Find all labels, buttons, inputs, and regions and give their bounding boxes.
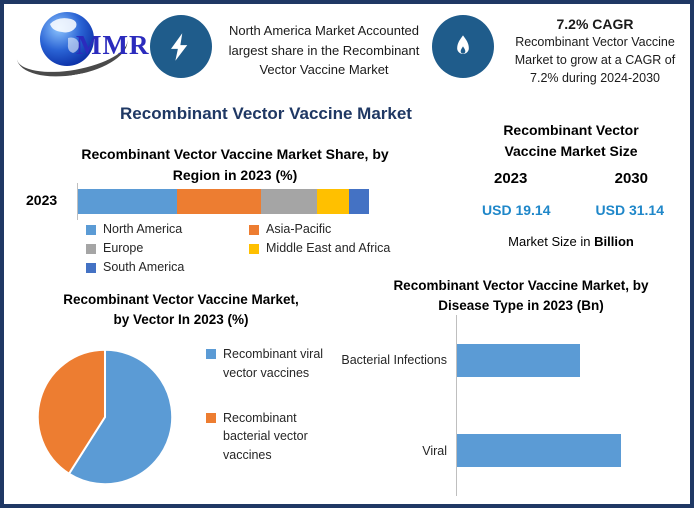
region-chart-title xyxy=(40,144,430,186)
market-size-title-line: Vaccine Market Size xyxy=(504,143,638,159)
region-chart-title-line: Recombinant Vector Vaccine Market Share, by xyxy=(81,146,389,162)
disease-chart-plot xyxy=(336,315,688,496)
logo-text: MMR xyxy=(76,30,150,60)
legend-label: Recombinant viral vector vaccines xyxy=(223,347,324,380)
legend-item xyxy=(86,241,249,255)
legend-swatch-icon xyxy=(206,413,216,423)
header-highlight-text xyxy=(216,21,432,80)
disease-bar-row xyxy=(336,434,688,468)
cagr-block xyxy=(498,16,692,87)
legend-label: South America xyxy=(103,260,185,274)
disease-chart-title-line: Recombinant Vector Vaccine Market, by xyxy=(393,278,649,293)
market-size-years xyxy=(494,170,648,187)
disease-chart-title-line: Disease Type in 2023 (Bn) xyxy=(438,298,604,314)
disease-category-label: Bacterial Infections xyxy=(341,353,447,368)
footnote-regular: Market Size in xyxy=(508,234,595,249)
footnote-bold: Billion xyxy=(594,234,634,249)
vector-pie-legend xyxy=(206,345,344,465)
market-size-title-line: Recombinant Vector xyxy=(503,122,639,138)
legend-item xyxy=(249,222,398,236)
legend-item xyxy=(206,345,344,383)
year-start-label: 2023 xyxy=(494,170,528,187)
region-chart-legend xyxy=(86,222,398,274)
pie-svg xyxy=(21,333,189,501)
cagr-line: 7.2% during 2024-2030 xyxy=(530,70,660,85)
disease-bar xyxy=(457,434,621,467)
legend-item xyxy=(86,222,249,236)
region-stacked-bar xyxy=(78,189,369,214)
disease-category-label: Viral xyxy=(422,443,447,458)
legend-item xyxy=(249,241,398,255)
region-bar-segment xyxy=(261,189,316,214)
lightning-badge xyxy=(150,15,212,78)
page-title: Recombinant Vector Vaccine Market xyxy=(120,104,412,123)
legend-swatch-icon xyxy=(86,225,96,235)
legend-swatch-icon xyxy=(86,244,96,254)
cagr-line: Market to grow at a CAGR of xyxy=(514,52,676,67)
lightning-icon xyxy=(166,30,196,64)
disease-bar xyxy=(457,344,580,377)
legend-item xyxy=(86,260,249,274)
region-bar-segment xyxy=(317,189,349,214)
highlight-line: largest share in the Recombinant xyxy=(228,42,420,58)
legend-swatch-icon xyxy=(249,225,259,235)
vector-pie-chart xyxy=(21,333,189,501)
disease-bar-row xyxy=(336,343,688,377)
legend-swatch-icon xyxy=(249,244,259,254)
year-end-label: 2030 xyxy=(614,170,648,187)
vector-pie-title-line: by Vector In 2023 (%) xyxy=(113,312,249,328)
flame-badge xyxy=(432,15,494,78)
legend-label: Middle East and Africa xyxy=(266,241,391,255)
value-start: USD 19.14 xyxy=(482,202,551,218)
legend-swatch-icon xyxy=(86,263,96,273)
legend-swatch-icon xyxy=(206,349,216,359)
legend-item xyxy=(206,409,344,465)
highlight-line: Vector Vaccine Market xyxy=(259,62,389,77)
cagr-line: Recombinant Vector Vaccine xyxy=(515,35,675,49)
flame-icon xyxy=(449,31,477,63)
region-chart-category-label: 2023 xyxy=(26,192,58,208)
market-size-footnote xyxy=(480,234,662,249)
mmr-logo xyxy=(16,8,150,80)
legend-label: Asia-Pacific xyxy=(266,222,332,236)
legend-label: North America xyxy=(103,222,183,236)
vector-pie-title xyxy=(30,290,332,331)
value-end: USD 31.14 xyxy=(595,202,664,218)
market-size-title xyxy=(480,120,662,162)
legend-label: Europe xyxy=(103,241,144,255)
cagr-title: 7.2% CAGR xyxy=(556,16,634,32)
region-bar-segment xyxy=(177,189,261,214)
market-size-values xyxy=(482,202,664,218)
disease-chart-title xyxy=(356,276,686,317)
vector-pie-title-line: Recombinant Vector Vaccine Market, xyxy=(63,292,299,307)
region-chart-title-line: Region in 2023 (%) xyxy=(172,167,298,183)
highlight-line: North America Market Accounted xyxy=(228,23,420,38)
region-bar-segment xyxy=(349,189,369,214)
region-bar-segment xyxy=(78,189,177,214)
legend-label: Recombinant bacterial vector vaccines xyxy=(223,410,308,462)
